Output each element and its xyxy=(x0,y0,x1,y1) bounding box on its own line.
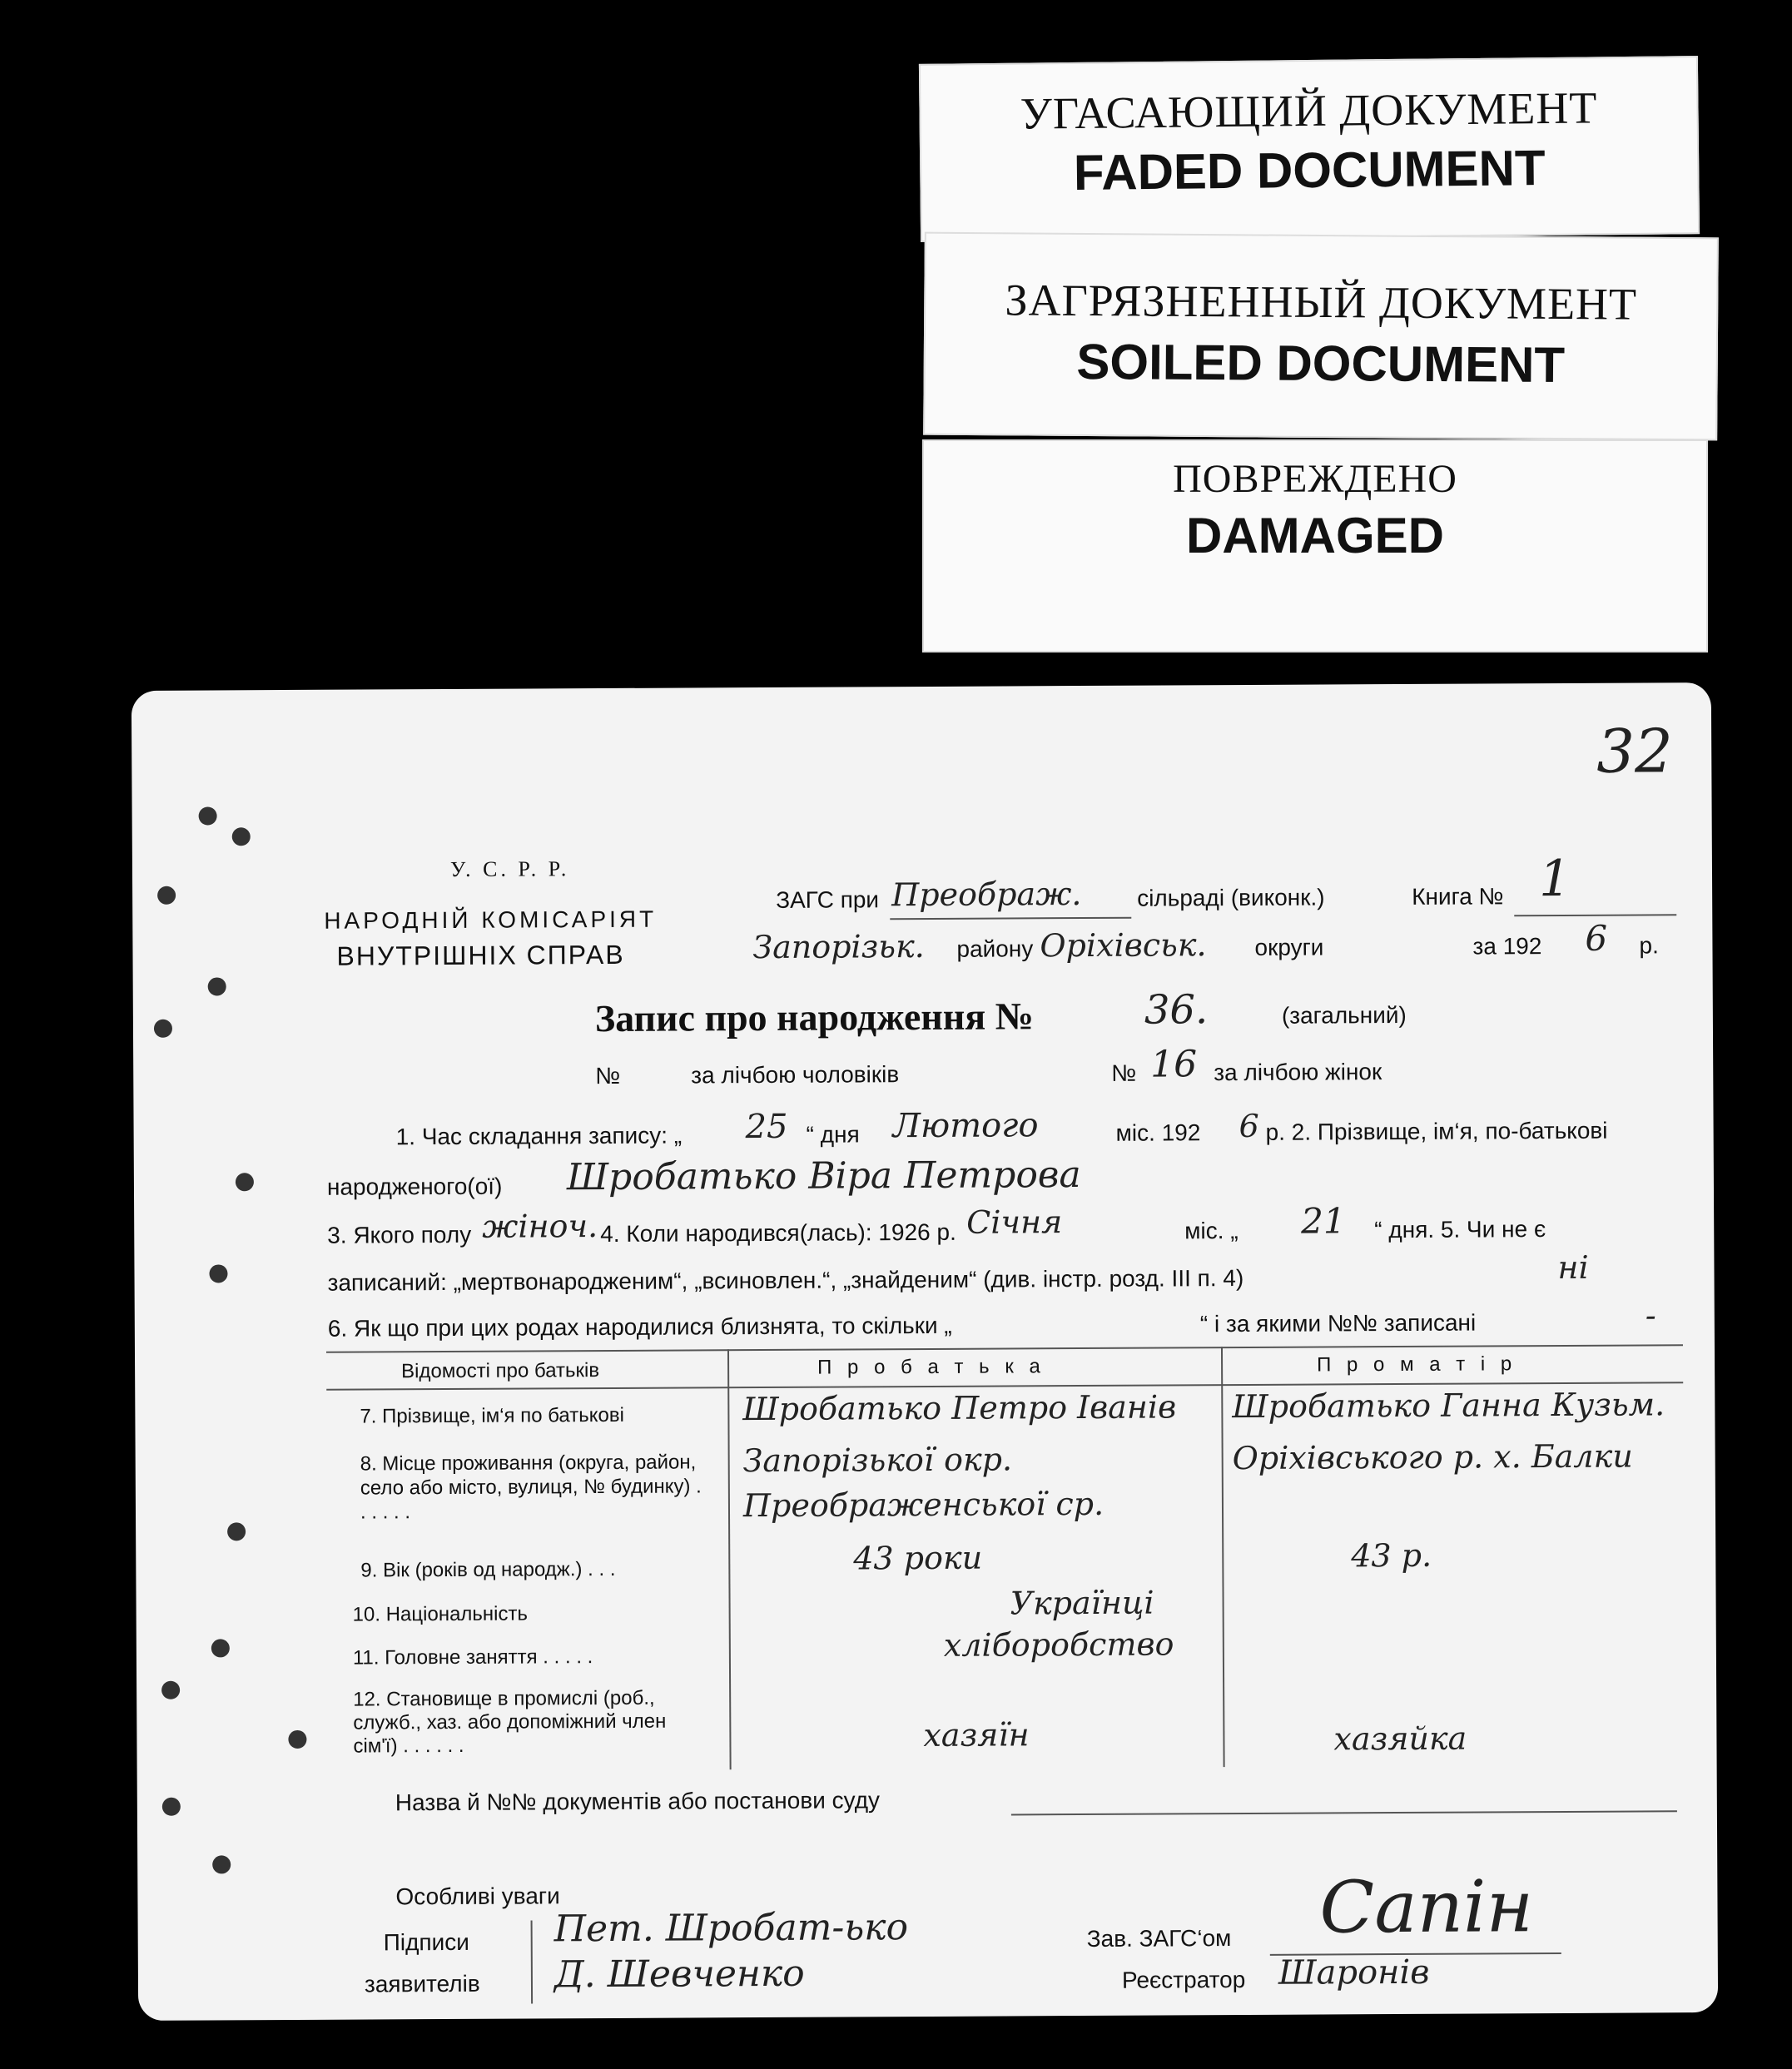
item6-value: - xyxy=(1645,1297,1656,1334)
item4-month: Січня xyxy=(966,1203,1063,1241)
stamp-en-text: SOILED DOCUMENT xyxy=(1076,333,1566,394)
village-value: Преображ. xyxy=(891,876,1082,914)
damaged-stamp xyxy=(922,439,1708,652)
item6-mid: “ і за якими №№ записані xyxy=(1199,1309,1477,1337)
item2-value: Шробатько Віра Петрова xyxy=(566,1154,1081,1199)
item3-value: жіноч. xyxy=(482,1208,598,1245)
book-value: 1 xyxy=(1538,849,1571,909)
okrug-value: Оріхівськ. xyxy=(1040,926,1207,965)
father-age: 43 роки xyxy=(853,1539,983,1577)
table-col-divider xyxy=(727,1349,732,1769)
punch-hole xyxy=(209,1264,227,1283)
book-underline xyxy=(1514,914,1676,916)
table-row-label: 12. Становище в промислі (роб., служб., хаз. або допоміжний член сім'ї) . . . . . . xyxy=(353,1686,667,1758)
stamp-ru-text: ЗАГРЯЗНЕННЫЙ ДОКУМЕНТ xyxy=(1005,275,1638,330)
table-row-label: 9. Вік (років од народж.) . . . xyxy=(360,1557,616,1582)
district-label: району xyxy=(956,935,1034,962)
punch-hole xyxy=(161,1681,180,1699)
punch-hole xyxy=(162,1798,181,1816)
table-row-label: 11. Головне заняття . . . . . xyxy=(352,1645,593,1670)
table-row-label: 10. Національність xyxy=(352,1602,529,1626)
item5-label: записаний: „мертвонародженим“, „всиновлен.“, „знайденим“ (див. інстр. розд. III п. 4) xyxy=(327,1264,1244,1296)
soiled-document-stamp xyxy=(923,232,1719,441)
item1-rest: міс. 192 xyxy=(1115,1119,1201,1146)
table-header-mother: П р о м а т і р xyxy=(1317,1352,1517,1377)
item1-year: 6 xyxy=(1239,1107,1259,1145)
men-no: № xyxy=(595,1062,621,1089)
book-label: Книга № xyxy=(1412,883,1504,910)
mother-residence: Оріхівського р. х. Балки xyxy=(1232,1437,1633,1477)
punch-hole xyxy=(211,1639,230,1657)
council-label: сільраді (виконк.) xyxy=(1137,884,1325,911)
page-number: 32 xyxy=(1596,716,1674,786)
women-no: № xyxy=(1111,1059,1137,1086)
punch-hole xyxy=(288,1730,306,1749)
item1-label: 1. Час складання запису: „ xyxy=(395,1122,683,1150)
punch-hole xyxy=(199,806,217,825)
stamp-ru-text: УГАСАЮЩИЙ ДОКУМЕНТ xyxy=(1020,82,1598,139)
documents-line xyxy=(1011,1810,1677,1815)
mother-age: 43 р. xyxy=(1351,1536,1432,1575)
registrar-signature: Шаронів xyxy=(1278,1952,1430,1992)
birth-record-sheet xyxy=(132,682,1718,2021)
record-number: 36. xyxy=(1144,986,1209,1034)
table-row-label: 7. Прізвище, ім‘я по батькові xyxy=(360,1403,624,1428)
record-title: Запис про народження № xyxy=(594,995,1035,1040)
district-value: Запорізьк. xyxy=(752,927,925,966)
father-nationality: Українці xyxy=(1010,1584,1154,1622)
documents-label: Назва й №№ документів або постанови суду xyxy=(395,1787,881,1816)
general-label: (загальний) xyxy=(1281,1001,1407,1029)
signature-bracket xyxy=(531,1920,534,2003)
item1-month: Лютого xyxy=(892,1106,1039,1146)
men-count-label: за лічбою чоловіків xyxy=(691,1061,900,1089)
item4-day: 21 xyxy=(1301,1200,1346,1242)
village-underline xyxy=(890,917,1131,920)
item1-day: 25 xyxy=(745,1107,788,1147)
father-name: Шробатько Петро Іванів xyxy=(742,1388,1177,1428)
signatures-label: Підписи xyxy=(383,1928,469,1956)
notes-label: Особливі уваги xyxy=(395,1883,560,1910)
item4-mid: міс. „ xyxy=(1184,1218,1239,1244)
women-count-label: за лічбою жінок xyxy=(1214,1059,1382,1086)
head-zags-label: Зав. ЗАГС‘ом xyxy=(1086,1925,1232,1952)
year-digit: 6 xyxy=(1585,917,1608,959)
item2-label: народженого(ої) xyxy=(326,1173,503,1200)
item5-value: ні xyxy=(1557,1248,1589,1287)
year-r-label: р. xyxy=(1639,932,1659,959)
okrug-label: округи xyxy=(1254,934,1324,960)
item4-end: “ дня. 5. Чи не є xyxy=(1374,1216,1546,1243)
punch-hole xyxy=(208,977,226,995)
punch-hole xyxy=(236,1173,254,1191)
faded-document-stamp xyxy=(919,56,1700,242)
father-occupation: хліборобство xyxy=(943,1625,1174,1664)
item3-label: 3. Якого полу xyxy=(327,1221,472,1248)
head-signature: Сапін xyxy=(1319,1865,1534,1950)
father-residence: Запорізької окр. Преображенської ср. xyxy=(742,1441,1104,1525)
item1-after: р. 2. Прізвище, ім‘я, по-батькові xyxy=(1265,1117,1608,1145)
women-count-value: 16 xyxy=(1150,1043,1198,1086)
item4-label: 4. Коли народився(лась): 1926 р. xyxy=(600,1218,956,1248)
punch-hole xyxy=(227,1522,246,1541)
mother-status: хазяйка xyxy=(1333,1719,1467,1758)
internal-affairs-label: ВНУТРІШНІХ СПРАВ xyxy=(336,939,625,971)
commissariat-label: НАРОДНІЙ КОМІСАРІЯТ xyxy=(324,905,658,934)
year-label: за 192 xyxy=(1472,933,1542,960)
ussr-label: У. С. Р. Р. xyxy=(449,856,570,881)
zags-label: ЗАГС при xyxy=(776,886,880,913)
applicant-signature-1: Пет. Шробат-ько xyxy=(553,1906,909,1951)
table-top-border xyxy=(326,1344,1683,1353)
registrar-label: Реєстратор xyxy=(1121,1966,1246,1993)
stamp-en-text: DAMAGED xyxy=(1186,508,1444,563)
father-status: хазяїн xyxy=(923,1716,1030,1754)
applicants-label: заявителів xyxy=(364,1970,480,1997)
mother-name: Шробатько Ганна Кузьм. xyxy=(1232,1386,1665,1426)
table-header-father: П р о б а т ь к а xyxy=(817,1355,1045,1379)
punch-hole xyxy=(157,886,176,905)
punch-hole xyxy=(232,827,251,846)
punch-hole xyxy=(154,1020,172,1038)
item1-day-label: “ дня xyxy=(806,1121,860,1148)
stamp-en-text: FADED DOCUMENT xyxy=(1073,140,1546,201)
punch-hole xyxy=(212,1855,231,1873)
table-col-divider xyxy=(1221,1347,1225,1767)
item6-label: 6. Як що при цих родах народилися близнята, то скільки „ xyxy=(327,1312,952,1342)
table-row-label: 8. Місце проживання (округа, район, село або місто, вулиця, № будинку) . . . . . . xyxy=(360,1451,702,1524)
stamp-ru-text: ПОВРЕЖДЕНО xyxy=(1173,457,1457,501)
table-header-parents: Відомості про батьків xyxy=(401,1359,600,1383)
applicant-signature-2: Д. Шевченко xyxy=(553,1952,805,1997)
